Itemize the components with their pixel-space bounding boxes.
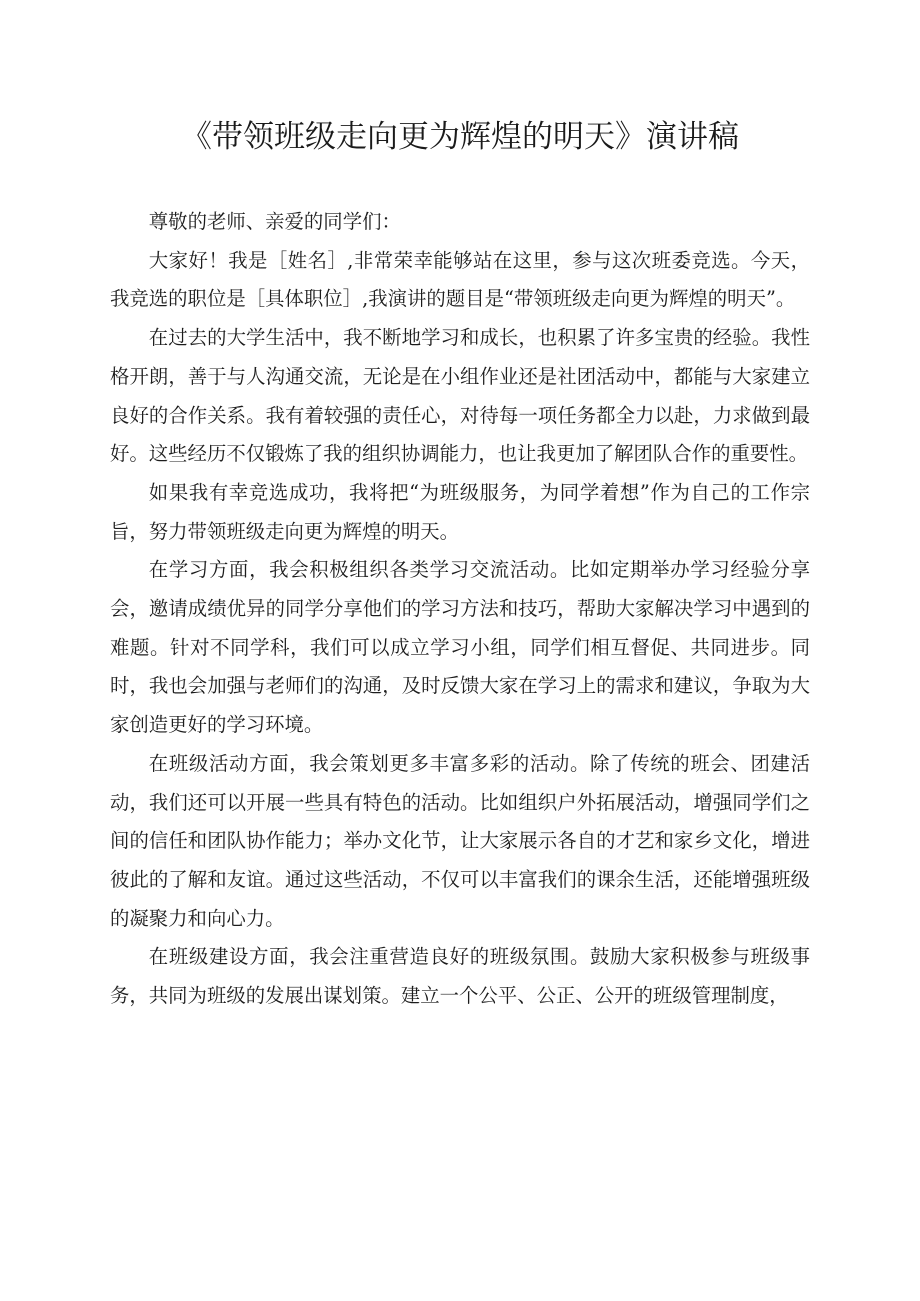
paragraph: 在过去的大学生活中，我不断地学习和成长，也积累了许多宝贵的经验。我性格开朗，善于与人沟通交流，无论是在小组作业还是社团活动中，都能与大家建立良好的合作关系。我有着较强的责任心，对待每一项任务都全力以赴，力求做到最好。这些经历不仅锻炼了我的组织协调能力，也让我更加了解团队合作的重要性。 — [110, 326, 810, 466]
document-body — [110, 203, 810, 1016]
paragraph: 如果我有幸竞选成功，我将把“为班级服务，为同学着想”作为自己的工作宗旨，努力带领班级走向更为辉煌的明天。 — [110, 480, 810, 543]
paragraph: 在学习方面，我会积极组织各类学习交流活动。比如定期举办学习经验分享会，邀请成绩优异的同学分享他们的学习方法和技巧，帮助大家解决学习中遇到的难题。针对不同学科，我们可以成立学习小组，同学们相互督促、共同进步。同时，我也会加强与老师们的沟通，及时反馈大家在学习上的需求和建议，争取为大家创造更好的学习环境。 — [110, 558, 810, 737]
paragraph: 在班级建设方面，我会注重营造良好的班级氛围。鼓励大家积极参与班级事务，共同为班级的发展出谋划策。建立一个公平、公正、公开的班级管理制度， — [110, 945, 810, 1008]
paragraph: 大家好！我是［姓名］,非常荣幸能够站在这里，参与这次班委竞选。今天，我竞选的职位是［具体职位］,我演讲的题目是“带领班级走向更为辉煌的明天”。 — [110, 248, 810, 311]
paragraph: 在班级活动方面，我会策划更多丰富多彩的活动。除了传统的班会、团建活动，我们还可以开展一些具有特色的活动。比如组织户外拓展活动，增强同学们之间的信任和团队协作能力；举办文化节，让大家展示各自的才艺和家乡文化，增进彼此的了解和友谊。通过这些活动，不仅可以丰富我们的课余生活，还能增强班级的凝聚力和向心力。 — [110, 751, 810, 930]
document-title: 《带领班级走向更为辉煌的明天》演讲稿 — [181, 119, 739, 155]
salutation: 尊敬的老师、亲爱的同学们： — [148, 210, 401, 233]
